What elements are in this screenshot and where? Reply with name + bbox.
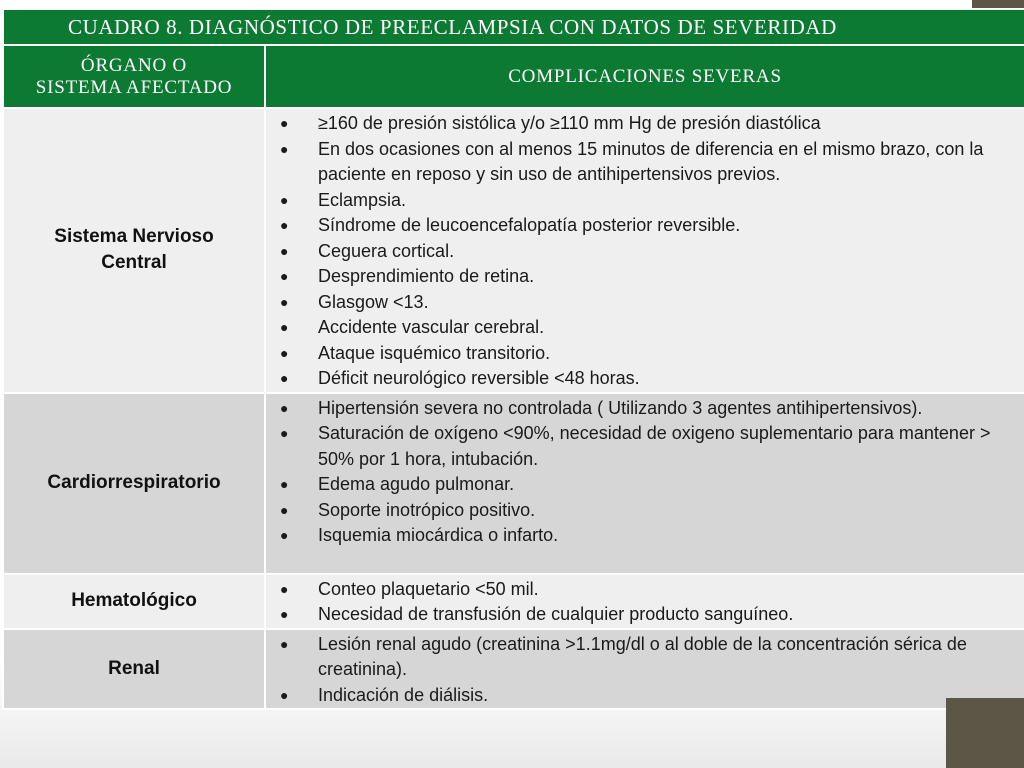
organ-label-line1: Sistema Nervioso <box>54 226 214 248</box>
table-row-hema <box>3 574 1024 629</box>
corner-accent-bottom <box>946 698 1024 768</box>
bullet-icon: ● <box>280 140 289 157</box>
complications-list <box>276 632 1018 709</box>
bullet-icon: ● <box>280 580 289 597</box>
corner-accent-top <box>972 0 1024 8</box>
organ-label-line2: Central <box>101 252 167 274</box>
organ-cell <box>3 574 265 629</box>
list-item <box>280 523 1018 549</box>
list-item <box>280 264 1018 290</box>
table-row-renal <box>3 629 1024 710</box>
list-item-text: Accidente vascular cerebral. <box>318 317 545 337</box>
list-item-text: Soporte inotrópico positivo. <box>318 499 536 520</box>
list-item <box>280 315 1018 341</box>
list-item <box>280 366 1018 392</box>
table-row-snc <box>3 108 1024 393</box>
list-item-text: En dos ocasiones con al menos 15 minutos de diferencia en el mismo brazo, con la paciente en reposo y sin uso de antihipertensivos previos. <box>318 138 984 184</box>
complications-cell <box>265 574 1024 629</box>
list-item <box>280 577 1018 603</box>
list-item <box>280 188 1018 214</box>
list-item <box>280 632 1018 683</box>
bullet-icon: ● <box>280 686 289 703</box>
bullet-icon: ● <box>280 635 289 652</box>
organ-label-line1: Renal <box>108 657 160 679</box>
list-item <box>280 239 1018 265</box>
bullet-icon: ● <box>280 115 289 131</box>
list-item-text: Indicación de diálisis. <box>318 684 489 705</box>
list-item <box>280 396 1018 422</box>
bullet-icon: ● <box>280 242 289 259</box>
table-title: CUADRO 8. DIAGNÓSTICO DE PREECLAMPSIA CON DATOS DE SEVERIDAD <box>3 9 1024 45</box>
list-item-text: Hipertensión severa no controlada ( Utilizando 3 agentes antihipertensivos). <box>318 397 923 418</box>
header-complications: COMPLICACIONES SEVERAS <box>265 45 1024 108</box>
severity-table <box>2 8 1024 710</box>
list-item-text: Edema agudo pulmonar. <box>318 474 515 494</box>
list-item-text: Ceguera cortical. <box>318 240 455 261</box>
list-item-text: Déficit neurológico reversible <48 horas. <box>318 368 640 388</box>
organ-label-line1: Hematológico <box>71 590 197 611</box>
table-row-cardio <box>3 393 1024 574</box>
bullet-icon: ● <box>280 344 289 361</box>
header-organ <box>3 45 265 108</box>
bullet-icon: ● <box>280 476 289 492</box>
bullet-icon: ● <box>280 268 289 284</box>
bullet-icon: ● <box>280 501 289 518</box>
bullet-icon: ● <box>280 191 289 208</box>
bullet-icon: ● <box>280 293 289 310</box>
list-item-text: Desprendimiento de retina. <box>318 266 535 286</box>
list-item <box>280 137 1018 188</box>
organ-cell <box>3 629 265 710</box>
complications-list <box>276 111 1018 392</box>
list-item <box>280 472 1018 498</box>
organ-cell <box>3 393 265 574</box>
complications-cell <box>265 629 1024 710</box>
list-item-text: Eclampsia. <box>318 189 407 210</box>
list-item <box>280 683 1018 709</box>
complications-list <box>276 577 1018 628</box>
organ-label-line1: Cardiorrespiratorio <box>47 472 221 493</box>
list-item-text: Saturación de oxígeno <90%, necesidad de oxigeno suplementario para mantener > 50% por 1 hora, intubación. <box>318 423 991 469</box>
list-item-text: ≥160 de presión sistólica y/o ≥110 mm Hg de presión diastólica <box>318 113 821 133</box>
complications-cell <box>265 393 1024 574</box>
list-item <box>280 111 1018 137</box>
bullet-icon: ● <box>280 217 289 233</box>
list-item-text: Conteo plaquetario <50 mil. <box>318 578 539 599</box>
list-item-text: Lesión renal agudo (creatinina >1.1mg/dl o al doble de la concentración sérica de creatinina). <box>318 633 967 679</box>
header-organ-line1: ÓRGANO O <box>80 54 188 76</box>
list-item <box>280 421 1018 472</box>
table-title-row <box>3 9 1024 45</box>
bullet-icon: ● <box>280 527 289 543</box>
organ-cell <box>3 108 265 393</box>
bullet-icon: ● <box>280 606 289 622</box>
header-organ-line2: SISTEMA AFECTADO <box>35 76 233 98</box>
list-item <box>280 290 1018 316</box>
list-item <box>280 213 1018 239</box>
complications-cell <box>265 108 1024 393</box>
table-header-row <box>3 45 1024 108</box>
list-item-text: Ataque isquémico transitorio. <box>318 342 551 363</box>
list-item <box>280 602 1018 628</box>
list-item-text: Necesidad de transfusión de cualquier producto sanguíneo. <box>318 604 794 624</box>
list-item <box>280 341 1018 367</box>
list-item-text: Síndrome de leucoencefalopatía posterior reversible. <box>318 215 741 235</box>
list-item <box>280 498 1018 524</box>
bullet-icon: ● <box>280 319 289 335</box>
bullet-icon: ● <box>280 370 289 386</box>
list-item-text: Glasgow <13. <box>318 291 429 312</box>
complications-list <box>276 396 1018 549</box>
list-item-text: Isquemia miocárdica o infarto. <box>318 525 559 545</box>
bullet-icon: ● <box>280 399 289 416</box>
bullet-icon: ● <box>280 425 289 441</box>
